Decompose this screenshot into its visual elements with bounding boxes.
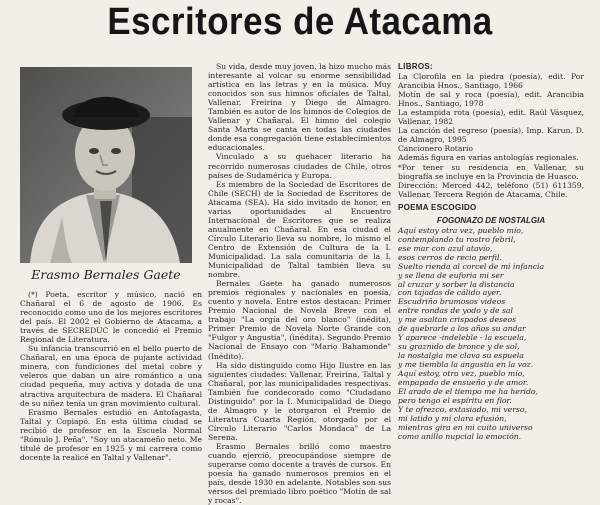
paragraph: Su vida, desde muy joven, la hizo mucho más interesante al volcar su enorme sensibilidad artística en las letras y en la música. Muy conocidos son sus himnos oficiales de Taltal, Vallenar, Freirina y Diego de Almagro. También es autor de los himnos de Colegios de Vallenar y Chañaral. El himno del colegio Santa Marta se canta en todas las ciudades donde esa congregación tiene establecimientos educacionales. <box>208 62 391 153</box>
photo-caption: Erasmo Bernales Gaete <box>31 267 181 282</box>
book-entry: La estampida rota (poesía), edit. Raúl Vásquez, Vallenar, 1982 <box>398 108 584 127</box>
paragraph: Bernales Gaete ha ganado numerosos premios regionales y nacionales en poesía, cuento y novela. Entre estos destacan: Primer Premio Nacional de Novela Breve con el trabajo "La orgía del oro blanco" (inédita), Primer Premio de Novela Norte Grande con "Fulgor y Angustia", (inédita). Segundo Premio Nacional de Ensayo con "Mario Bahamonde" (Inédito). <box>208 279 391 361</box>
book-entry: Motín de sal y roca (poesía), edit. Arancibia Hnos., Santiago, 1978 <box>398 90 584 109</box>
note: Además figura en varias antologías regionales. <box>398 153 579 163</box>
note: *Por tener su residencia en Vallenar, su biografía se incluye en la Provincia de Huasco. <box>398 162 584 181</box>
poem-line: El arado de el tiempo me ha herido, <box>398 386 538 396</box>
poem-line: pero tengo el espíritu en flor. <box>398 395 512 405</box>
books-heading: LIBROS: <box>398 62 433 71</box>
paragraph: Vinculado a su quehacer literario ha recorrido numerosas ciudades de Chile, otros países de Sudamérica y Europa. <box>208 152 391 180</box>
poem-body <box>398 227 584 442</box>
poem-line: Aquí estoy, otra vez, pueblo mío, <box>398 369 525 379</box>
paragraph: Su infancia transcurrió en el bello puerto de Chañaral, en una época de pujante actividad minera, con fundiciones del metal cobre y veleros que daban un aire romántico a una ciudad pequeña, muy activa y dotada de una atractiva arquitectura de madera. El Chañaral de su niñez tenía un gran movimiento cultural. <box>20 344 202 408</box>
poem-line: su graznido de bronce y de sol, <box>398 342 520 352</box>
book-entry: Cancionero Rotario <box>398 144 473 154</box>
poem-line: entre rondas de yodo y de sal <box>398 306 513 316</box>
article-column-3 <box>398 62 584 442</box>
poem-line: al cruzar y sorber la distancia <box>398 279 515 289</box>
book-entry: La Clorofila en la piedra (poesía), edit. Por Arancibia Hnos., Santiago, 1966 <box>398 72 584 91</box>
article-column-2 <box>208 62 391 505</box>
paragraph: (*) Poeta, escritor y músico, nació en Chañaral el 6 de agosto de 1906. Es reconocido como uno de los mejores escritores del país. El 2002 el Gobierno de Atacama, a través de SECREDUC le concedió el Premio Regional de Literatura. <box>20 290 202 345</box>
paragraph: Ha sido distinguido como Hijo Ilustre en las siguientes ciudades: Vallenar, Freirina, Taltal y Chañaral, por las municipalidades respectivas. También fue condecorado como "Ciudadano Distinguido" por la I. Municipalidad de Diego de Almagro y le otorgaron el Premio de Literatura Cuarta Región, otorgado por el Círculo Literario "Carlos Mondaca" de La Serena. <box>208 360 391 442</box>
poem-line: y me tiembla la angustia en la voz. <box>398 360 534 370</box>
poem-line: empapado de ensueño y de amor. <box>398 378 529 387</box>
poem-line: Aquí estoy otra vez, pueblo mío, <box>398 225 524 235</box>
author-portrait-image <box>20 67 192 263</box>
poem-line: Y aparece -indeleble - la escuela, <box>398 333 527 343</box>
poem-title: FOGONAZO DE NOSTALGIA <box>436 215 546 225</box>
poem-line: Y te ofrezco, extasiado, mi verso, <box>398 404 527 414</box>
article-title: Escritores de Atacama <box>107 1 493 43</box>
poem-line: contemplando tu rostro febril, <box>398 234 516 244</box>
poem-line: mi latido y mi clara efusión, <box>398 413 507 423</box>
poem-line: y se llena de euforia mi ser <box>398 270 504 280</box>
poem-line: y me asaltan crispados deseos <box>398 315 517 325</box>
paragraph: Erasmo Bernales brilló como maestro cuando ejerció, preocupándose siempre de superarse como docente a través de cursos. En poesía ha ganado numerosos premios en el país, desde 1930 en adelante. Notables son sus versos del premiado libro poético "Motín de sal y rocas". <box>208 441 391 505</box>
poem-line: ese mar con azul atavío, <box>398 243 493 253</box>
poem-line: Suelto rienda al corcel de mi infancia <box>398 261 545 271</box>
poem-line: con tajadas de cálido ayer. <box>398 288 502 298</box>
book-entry: La canción del regreso (poesía), Imp. Karun, D. de Almagro, 1995 <box>398 126 584 145</box>
poem-line: Escudriño brumosos videos <box>398 297 506 307</box>
article-column-1 <box>20 290 202 462</box>
poem-line: esos cerros de recio perfil. <box>398 252 502 262</box>
address: Dirección: Merced 442, teléfono (51) 611359, Vallenar, Tercera Región de Atacama, Chile. <box>398 180 584 199</box>
author-photo <box>20 67 192 263</box>
poem-line: como anillo nupcial la emoción. <box>398 431 522 441</box>
poem-line: mientras gira en mi cuito universo <box>398 422 533 432</box>
poem-line: de quebrarle a los años su andar <box>398 324 526 334</box>
poem-section-heading: POEMA ESCOGIDO <box>398 202 477 212</box>
poem-line: la nostalgia me clava su espuela <box>398 351 524 361</box>
paragraph: Es miembro de la Sociedad de Escritores de Chile (SECH) de la Sociedad de Escritores de Atacama (SEA). Ha sido invitado de honor, en varias oportunidades al Encuentro Internacional de Escritores que se realiza anualmente en Chañaral. En esa ciudad el Círculo Literario lleva su nombre, lo mismo el Centro de Extensión de Cultura de la I. Municipalidad. La sala comunitaria de la I. Municipalidad de Taltal también lleva su nombre. <box>208 179 391 280</box>
paragraph: Erasmo Bernales estudió en Antofagasta, Taltal y Copiapó. En esta última ciudad se recibió de profesor en la Escuela Normal "Rómulo J. Peña". "Soy un atacameño neto. Me titulé de profesor en 1925 y mi carrera como docente la realicé en Taltal y Vallenar". <box>20 407 202 462</box>
